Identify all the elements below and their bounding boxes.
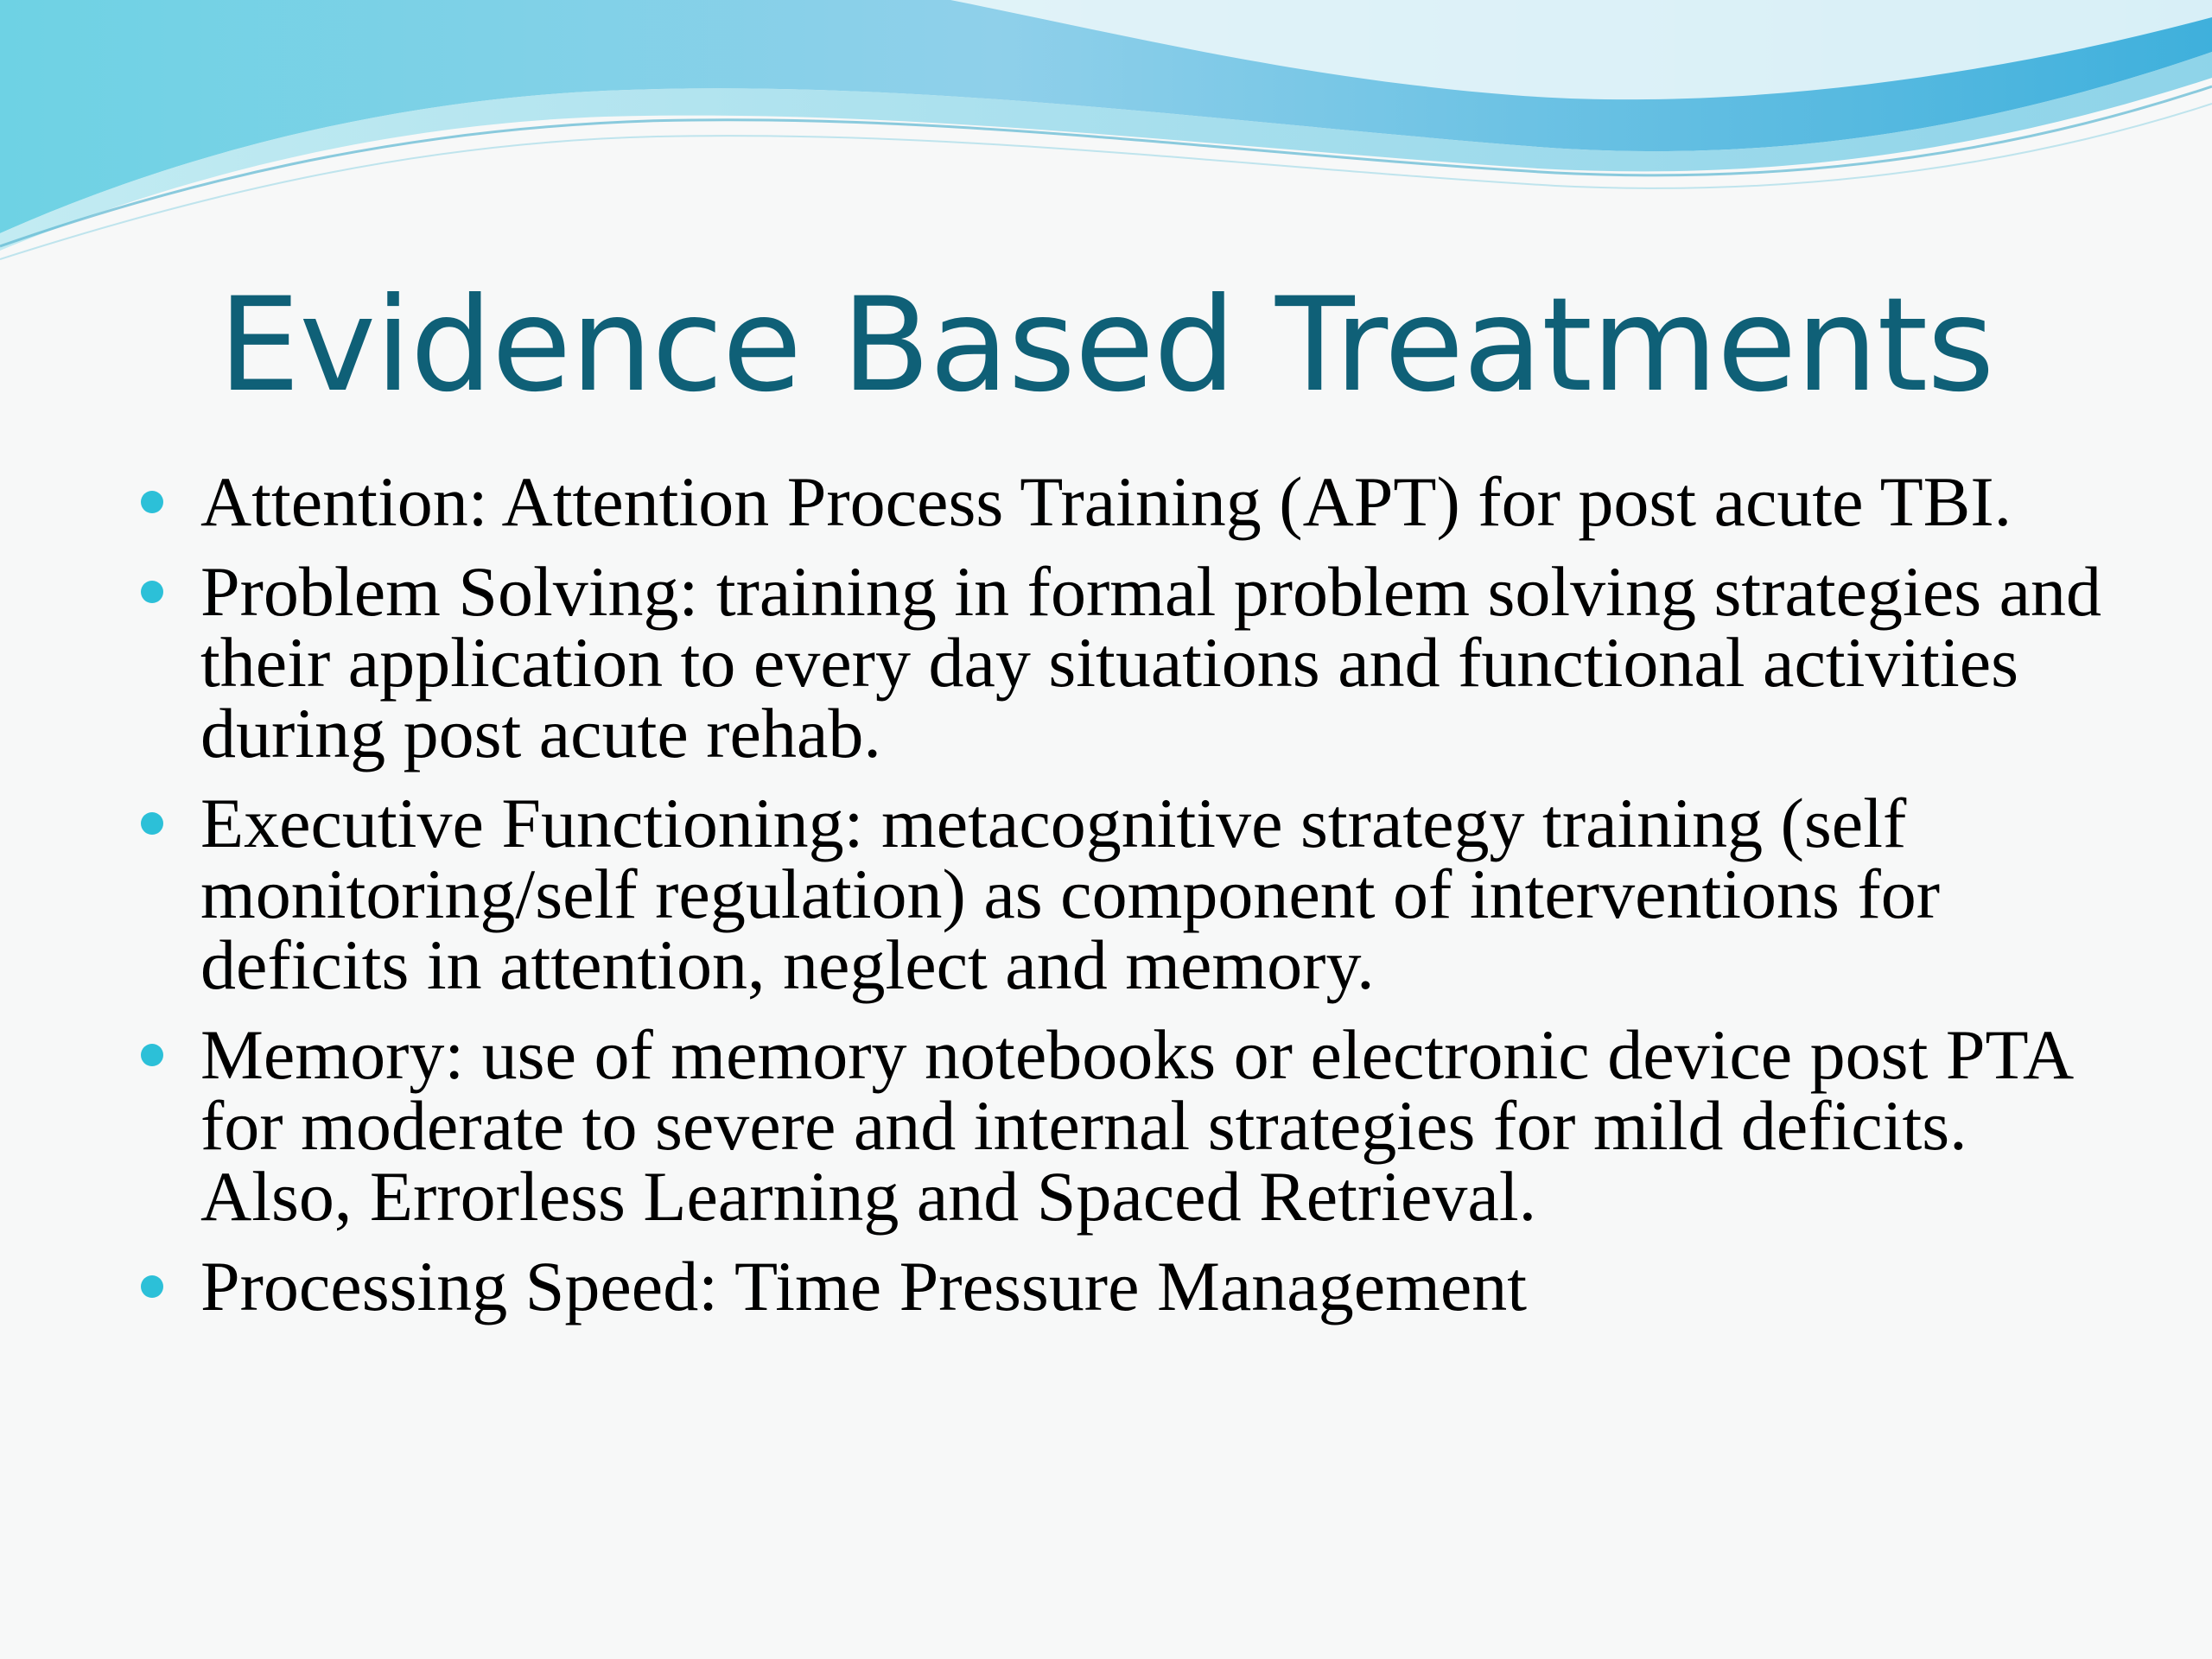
bullet-item-problem-solving	[138, 552, 2126, 772]
bullet-marker-icon	[141, 1044, 163, 1066]
bullet-item-processing-speed	[138, 1247, 2126, 1325]
bullet-marker-icon	[141, 581, 163, 603]
bullet-text: Memory: use of memory notebooks or electronic device post PTA for moderate to severe and internal strategies for mild deficits. Also, Errorless Learning and Spaced Retrieval.	[200, 1015, 2088, 1236]
bullet-marker-icon	[141, 491, 163, 513]
bullet-marker-icon	[141, 1275, 163, 1298]
bullet-item-executive-functioning	[138, 784, 2126, 1004]
bullet-item-memory	[138, 1015, 2126, 1236]
bullet-list	[138, 462, 2126, 1341]
bullet-text: Processing Speed: Time Pressure Management	[200, 1247, 1528, 1325]
bullet-item-attention	[138, 462, 2126, 541]
header-wave-decoration	[0, 0, 2212, 276]
bullet-text: Attention: Attention Process Training (APT) for post acute TBI.	[200, 462, 2012, 541]
bullet-marker-icon	[141, 812, 163, 835]
bullet-text: Problem Solving: training in formal problem solving strategies and their application to every day situations and functional activities during post acute rehab.	[200, 552, 2120, 772]
slide-title: Evidence Based Treatments	[218, 270, 1994, 421]
bullet-text: Executive Functioning: metacognitive strategy training (self monitoring/self regulation) as component of interventions for deficits in attention, neglect and memory.	[200, 784, 1958, 1004]
